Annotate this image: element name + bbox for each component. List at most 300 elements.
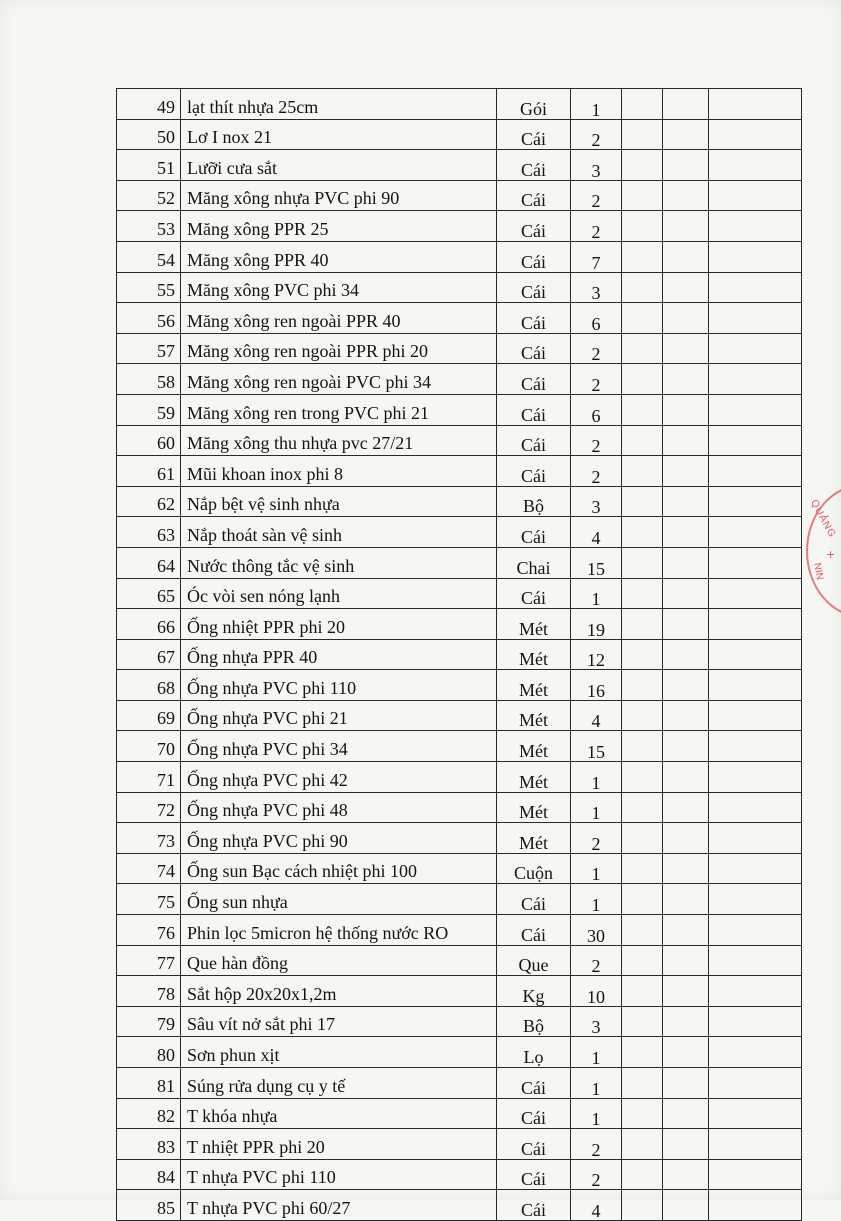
blank-cell: [709, 241, 802, 272]
item-unit: Cái: [497, 333, 571, 364]
item-quantity: 2: [571, 1129, 622, 1160]
item-quantity: 30: [571, 915, 622, 946]
blank-cell: [709, 333, 802, 364]
table-row: [117, 119, 802, 150]
item-unit: Mét: [497, 609, 571, 640]
blank-cell: [709, 547, 802, 578]
item-name: Nắp thoát sàn vệ sinh: [181, 517, 497, 548]
item-unit: Cái: [497, 119, 571, 150]
item-name: Măng xông thu nhựa pvc 27/21: [181, 425, 497, 456]
item-quantity: 2: [571, 945, 622, 976]
item-name: Súng rửa dụng cụ y tế: [181, 1068, 497, 1099]
row-number: 65: [117, 578, 181, 609]
blank-cell: [709, 1006, 802, 1037]
blank-cell: [663, 394, 709, 425]
blank-cell: [663, 731, 709, 762]
blank-cell: [709, 670, 802, 701]
item-name: Sắt hộp 20x20x1,2m: [181, 976, 497, 1007]
blank-cell: [709, 700, 802, 731]
blank-cell: [622, 1006, 663, 1037]
item-quantity: 1: [571, 853, 622, 884]
blank-cell: [622, 486, 663, 517]
item-name: Ống sun nhựa: [181, 884, 497, 915]
table-row: [117, 272, 802, 303]
item-name: Ống nhựa PVC phi 48: [181, 792, 497, 823]
item-unit: Cái: [497, 1129, 571, 1160]
item-unit: Cái: [497, 180, 571, 211]
item-unit: Cái: [497, 241, 571, 272]
item-quantity: 2: [571, 425, 622, 456]
blank-cell: [709, 1159, 802, 1190]
blank-cell: [622, 119, 663, 150]
blank-cell: [663, 364, 709, 395]
item-quantity: 1: [571, 1068, 622, 1099]
blank-cell: [709, 89, 802, 120]
row-number: 64: [117, 547, 181, 578]
blank-cell: [622, 425, 663, 456]
item-quantity: 4: [571, 700, 622, 731]
item-name: Ống nhựa PVC phi 42: [181, 762, 497, 793]
blank-cell: [709, 639, 802, 670]
stamp-text: QUẢNG: [808, 498, 838, 540]
blank-cell: [622, 394, 663, 425]
item-name: Măng xông PVC phi 34: [181, 272, 497, 303]
row-number: 53: [117, 211, 181, 242]
item-name: Măng xông ren ngoài PPR 40: [181, 303, 497, 334]
item-name: Măng xông nhựa PVC phi 90: [181, 180, 497, 211]
item-unit: Mét: [497, 731, 571, 762]
item-name: Mũi khoan inox phi 8: [181, 456, 497, 487]
item-quantity: 2: [571, 1159, 622, 1190]
item-quantity: 6: [571, 394, 622, 425]
row-number: 58: [117, 364, 181, 395]
blank-cell: [709, 425, 802, 456]
item-name: Măng xông PPR 40: [181, 241, 497, 272]
item-quantity: 19: [571, 609, 622, 640]
item-quantity: 15: [571, 547, 622, 578]
item-name: Măng xông ren ngoài PVC phi 34: [181, 364, 497, 395]
table-row: [117, 486, 802, 517]
item-unit: Cái: [497, 394, 571, 425]
blank-cell: [663, 915, 709, 946]
table-row: [117, 976, 802, 1007]
item-unit: Cái: [497, 272, 571, 303]
table-row: [117, 915, 802, 946]
item-unit: Mét: [497, 700, 571, 731]
item-unit: Cái: [497, 578, 571, 609]
item-unit: Cái: [497, 150, 571, 181]
blank-cell: [622, 731, 663, 762]
item-name: Ống nhựa PVC phi 34: [181, 731, 497, 762]
item-quantity: 2: [571, 823, 622, 854]
item-quantity: 1: [571, 1098, 622, 1129]
table-row: [117, 731, 802, 762]
table-row: [117, 1006, 802, 1037]
item-unit: Bộ: [497, 1006, 571, 1037]
item-name: Ống sun Bạc cách nhiệt phi 100: [181, 853, 497, 884]
row-number: 52: [117, 180, 181, 211]
blank-cell: [663, 272, 709, 303]
blank-cell: [709, 731, 802, 762]
blank-cell: [622, 180, 663, 211]
blank-cell: [622, 211, 663, 242]
item-quantity: 3: [571, 1006, 622, 1037]
item-unit: Mét: [497, 670, 571, 701]
item-name: Ống nhựa PVC phi 90: [181, 823, 497, 854]
item-unit: Chai: [497, 547, 571, 578]
blank-cell: [709, 456, 802, 487]
blank-cell: [622, 578, 663, 609]
table-row: [117, 547, 802, 578]
blank-cell: [622, 762, 663, 793]
item-unit: Mét: [497, 792, 571, 823]
item-quantity: 3: [571, 272, 622, 303]
blank-cell: [663, 180, 709, 211]
blank-cell: [663, 639, 709, 670]
item-name: Ống nhựa PVC phi 21: [181, 700, 497, 731]
blank-cell: [663, 1129, 709, 1160]
row-number: 67: [117, 639, 181, 670]
item-unit: Mét: [497, 762, 571, 793]
blank-cell: [709, 945, 802, 976]
row-number: 83: [117, 1129, 181, 1160]
item-quantity: 1: [571, 578, 622, 609]
table-row: [117, 303, 802, 334]
item-unit: Mét: [497, 823, 571, 854]
row-number: 61: [117, 456, 181, 487]
table-row: [117, 211, 802, 242]
blank-cell: [663, 456, 709, 487]
blank-cell: [709, 578, 802, 609]
table-row: [117, 1159, 802, 1190]
row-number: 56: [117, 303, 181, 334]
blank-cell: [709, 762, 802, 793]
blank-cell: [709, 119, 802, 150]
item-unit: Cái: [497, 364, 571, 395]
blank-cell: [709, 517, 802, 548]
table-row: [117, 853, 802, 884]
item-quantity: 3: [571, 486, 622, 517]
blank-cell: [709, 272, 802, 303]
blank-cell: [622, 1159, 663, 1190]
blank-cell: [709, 180, 802, 211]
blank-cell: [663, 425, 709, 456]
blank-cell: [709, 150, 802, 181]
blank-cell: [622, 945, 663, 976]
row-number: 69: [117, 700, 181, 731]
row-number: 84: [117, 1159, 181, 1190]
blank-cell: [709, 486, 802, 517]
item-name: Sơn phun xịt: [181, 1037, 497, 1068]
row-number: 59: [117, 394, 181, 425]
row-number: 66: [117, 609, 181, 640]
blank-cell: [622, 333, 663, 364]
table-row: [117, 823, 802, 854]
row-number: 78: [117, 976, 181, 1007]
blank-cell: [663, 1006, 709, 1037]
blank-cell: [622, 517, 663, 548]
item-quantity: 2: [571, 119, 622, 150]
blank-cell: [663, 670, 709, 701]
table-row: [117, 792, 802, 823]
blank-cell: [663, 762, 709, 793]
stamp-star-icon: +: [826, 548, 836, 561]
blank-cell: [663, 1159, 709, 1190]
row-number: 50: [117, 119, 181, 150]
table-row: [117, 1037, 802, 1068]
row-number: 75: [117, 884, 181, 915]
materials-table: [116, 88, 802, 1221]
table-row: [117, 364, 802, 395]
blank-cell: [663, 700, 709, 731]
table-row: [117, 1068, 802, 1099]
blank-cell: [663, 150, 709, 181]
blank-cell: [709, 1068, 802, 1099]
item-quantity: 1: [571, 884, 622, 915]
item-quantity: 12: [571, 639, 622, 670]
blank-cell: [709, 609, 802, 640]
item-quantity: 2: [571, 211, 622, 242]
table-row: [117, 425, 802, 456]
item-quantity: 15: [571, 731, 622, 762]
row-number: 68: [117, 670, 181, 701]
blank-cell: [622, 364, 663, 395]
table-row: [117, 670, 802, 701]
blank-cell: [663, 241, 709, 272]
item-name: Ống nhựa PVC phi 110: [181, 670, 497, 701]
blank-cell: [709, 976, 802, 1007]
blank-cell: [663, 976, 709, 1007]
blank-cell: [709, 823, 802, 854]
item-name: Nước thông tắc vệ sinh: [181, 547, 497, 578]
row-number: 49: [117, 89, 181, 120]
item-unit: Cái: [497, 1068, 571, 1099]
table-row: [117, 639, 802, 670]
item-unit: Cái: [497, 1159, 571, 1190]
blank-cell: [663, 333, 709, 364]
blank-cell: [663, 609, 709, 640]
item-name: Nắp bệt vệ sinh nhựa: [181, 486, 497, 517]
row-number: 70: [117, 731, 181, 762]
blank-cell: [622, 700, 663, 731]
item-name: Măng xông ren ngoài PPR phi 20: [181, 333, 497, 364]
table-row: [117, 1129, 802, 1160]
item-name: Măng xông ren trong PVC phi 21: [181, 394, 497, 425]
table-row: [117, 517, 802, 548]
blank-cell: [663, 1098, 709, 1129]
item-unit: Bộ: [497, 486, 571, 517]
row-number: 57: [117, 333, 181, 364]
item-unit: Cái: [497, 425, 571, 456]
item-unit: Cái: [497, 915, 571, 946]
blank-cell: [622, 670, 663, 701]
blank-cell: [622, 1037, 663, 1068]
blank-cell: [709, 884, 802, 915]
table-row: [117, 180, 802, 211]
blank-cell: [622, 1068, 663, 1099]
item-unit: Cái: [497, 456, 571, 487]
blank-cell: [663, 792, 709, 823]
blank-cell: [709, 1129, 802, 1160]
blank-cell: [663, 517, 709, 548]
blank-cell: [709, 853, 802, 884]
blank-cell: [622, 853, 663, 884]
item-unit: Mét: [497, 639, 571, 670]
table-row: [117, 1190, 802, 1221]
item-name: Que hàn đồng: [181, 945, 497, 976]
blank-cell: [622, 241, 663, 272]
blank-cell: [663, 884, 709, 915]
item-unit: Cái: [497, 884, 571, 915]
blank-cell: [709, 211, 802, 242]
item-unit: Lọ: [497, 1037, 571, 1068]
table-row: [117, 700, 802, 731]
blank-cell: [622, 609, 663, 640]
row-number: 76: [117, 915, 181, 946]
item-unit: Cái: [497, 1098, 571, 1129]
row-number: 73: [117, 823, 181, 854]
table-row: [117, 89, 802, 120]
blank-cell: [663, 1037, 709, 1068]
table-row: [117, 333, 802, 364]
blank-cell: [622, 89, 663, 120]
row-number: 71: [117, 762, 181, 793]
row-number: 79: [117, 1006, 181, 1037]
item-unit: Cái: [497, 1190, 571, 1221]
item-quantity: 1: [571, 89, 622, 120]
blank-cell: [663, 945, 709, 976]
row-number: 72: [117, 792, 181, 823]
blank-cell: [663, 211, 709, 242]
item-unit: Cái: [497, 303, 571, 334]
blank-cell: [709, 792, 802, 823]
item-name: Sâu vít nở sắt phi 17: [181, 1006, 497, 1037]
item-quantity: 4: [571, 517, 622, 548]
blank-cell: [622, 792, 663, 823]
blank-cell: [622, 150, 663, 181]
table-row: [117, 241, 802, 272]
table-row: [117, 456, 802, 487]
item-name: Phin lọc 5micron hệ thống nước RO: [181, 915, 497, 946]
item-name: Óc vòi sen nóng lạnh: [181, 578, 497, 609]
blank-cell: [709, 394, 802, 425]
blank-cell: [709, 915, 802, 946]
table-body: [117, 89, 802, 1221]
row-number: 54: [117, 241, 181, 272]
blank-cell: [622, 1190, 663, 1221]
item-name: Ống nhiệt PPR phi 20: [181, 609, 497, 640]
blank-cell: [663, 89, 709, 120]
item-name: Lưỡi cưa sắt: [181, 150, 497, 181]
item-quantity: 6: [571, 303, 622, 334]
row-number: 60: [117, 425, 181, 456]
blank-cell: [622, 823, 663, 854]
item-name: T khóa nhựa: [181, 1098, 497, 1129]
item-quantity: 2: [571, 333, 622, 364]
row-number: 51: [117, 150, 181, 181]
blank-cell: [663, 547, 709, 578]
item-unit: Cái: [497, 517, 571, 548]
item-quantity: 2: [571, 456, 622, 487]
item-quantity: 2: [571, 180, 622, 211]
blank-cell: [622, 976, 663, 1007]
table-row: [117, 945, 802, 976]
blank-cell: [663, 823, 709, 854]
item-name: Ống nhựa PPR 40: [181, 639, 497, 670]
table-row: [117, 1098, 802, 1129]
blank-cell: [622, 547, 663, 578]
blank-cell: [663, 853, 709, 884]
blank-cell: [709, 364, 802, 395]
table-row: [117, 609, 802, 640]
row-number: 82: [117, 1098, 181, 1129]
item-unit: Cuộn: [497, 853, 571, 884]
table-row: [117, 762, 802, 793]
item-name: Măng xông PPR 25: [181, 211, 497, 242]
stamp-text-2: NIN: [811, 562, 825, 581]
item-name: T nhựa PVC phi 110: [181, 1159, 497, 1190]
row-number: 85: [117, 1190, 181, 1221]
item-name: Lơ I nox 21: [181, 119, 497, 150]
blank-cell: [622, 639, 663, 670]
item-unit: Kg: [497, 976, 571, 1007]
item-quantity: 16: [571, 670, 622, 701]
blank-cell: [622, 456, 663, 487]
item-quantity: 7: [571, 241, 622, 272]
row-number: 55: [117, 272, 181, 303]
blank-cell: [622, 884, 663, 915]
blank-cell: [709, 1037, 802, 1068]
blank-cell: [622, 1129, 663, 1160]
item-quantity: 1: [571, 792, 622, 823]
blank-cell: [622, 1098, 663, 1129]
blank-cell: [622, 915, 663, 946]
item-quantity: 3: [571, 150, 622, 181]
blank-cell: [709, 303, 802, 334]
row-number: 80: [117, 1037, 181, 1068]
blank-cell: [663, 486, 709, 517]
item-quantity: 4: [571, 1190, 622, 1221]
item-unit: Cái: [497, 211, 571, 242]
row-number: 74: [117, 853, 181, 884]
table-row: [117, 578, 802, 609]
blank-cell: [663, 119, 709, 150]
table-row: [117, 884, 802, 915]
blank-cell: [622, 272, 663, 303]
blank-cell: [663, 1190, 709, 1221]
item-name: lạt thít nhựa 25cm: [181, 89, 497, 120]
blank-cell: [663, 303, 709, 334]
blank-cell: [663, 578, 709, 609]
row-number: 63: [117, 517, 181, 548]
table-row: [117, 150, 802, 181]
row-number: 81: [117, 1068, 181, 1099]
item-name: T nhiệt PPR phi 20: [181, 1129, 497, 1160]
item-quantity: 10: [571, 976, 622, 1007]
item-unit: Gói: [497, 89, 571, 120]
blank-cell: [709, 1190, 802, 1221]
item-quantity: 1: [571, 762, 622, 793]
table-row: [117, 394, 802, 425]
blank-cell: [622, 303, 663, 334]
row-number: 77: [117, 945, 181, 976]
row-number: 62: [117, 486, 181, 517]
item-quantity: 2: [571, 364, 622, 395]
blank-cell: [709, 1098, 802, 1129]
item-name: T nhựa PVC phi 60/27: [181, 1190, 497, 1221]
item-unit: Que: [497, 945, 571, 976]
blank-cell: [663, 1068, 709, 1099]
